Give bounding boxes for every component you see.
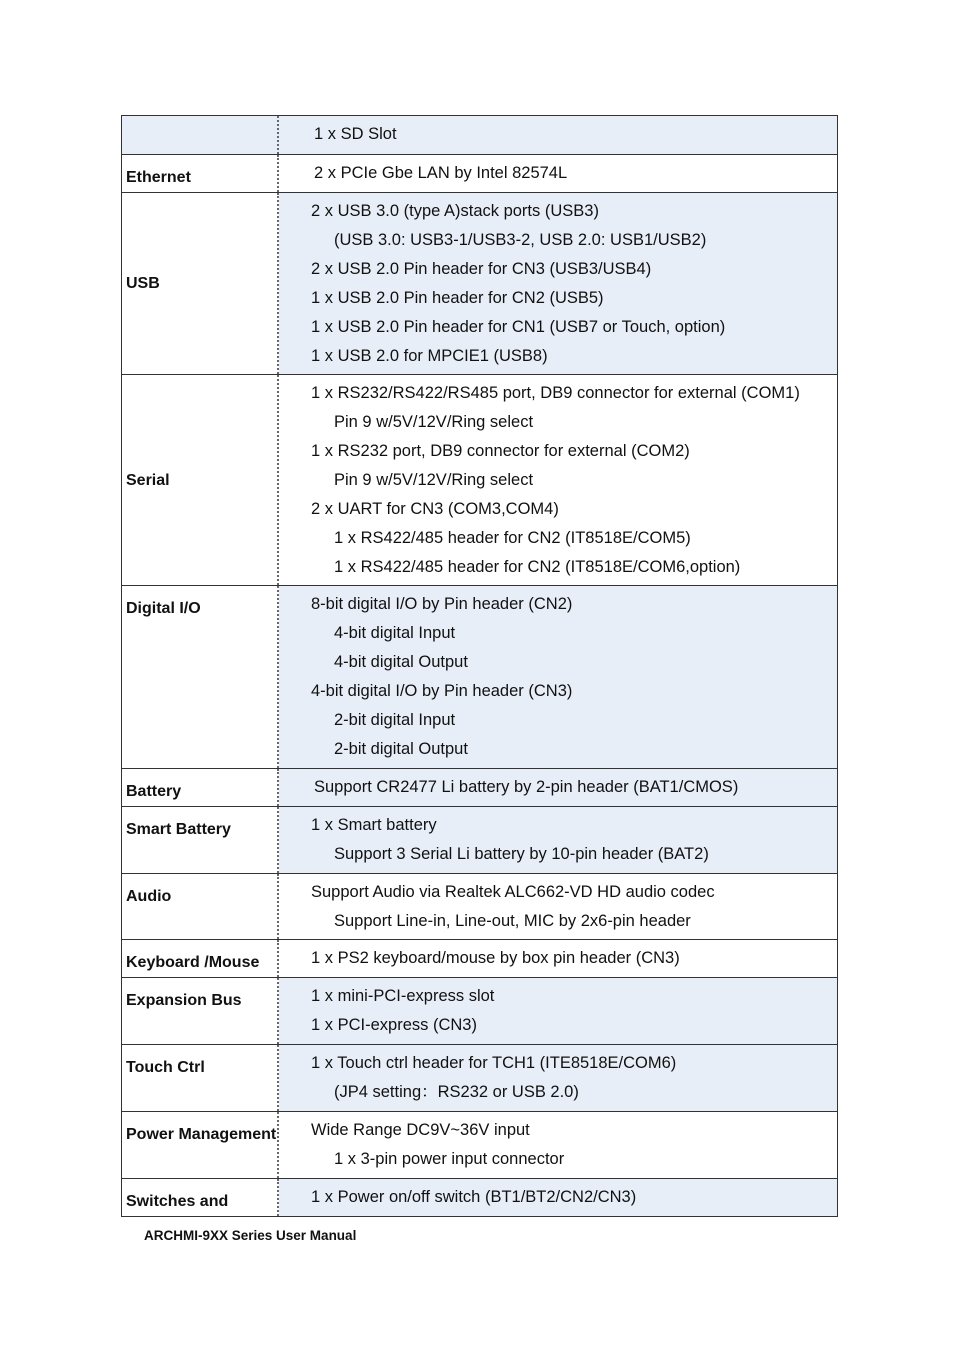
- spec-label: Touch Ctrl: [122, 1045, 279, 1111]
- spec-line: 1 x USB 2.0 Pin header for CN2 (USB5): [311, 289, 604, 307]
- spec-table: [121, 115, 838, 1217]
- spec-label: USB: [122, 193, 279, 374]
- spec-line: 4-bit digital Output: [334, 653, 468, 671]
- spec-line: Wide Range DC9V~36V input: [311, 1121, 530, 1139]
- spec-values: [279, 807, 837, 873]
- spec-label: Digital I/O: [122, 586, 279, 768]
- spec-line: 2-bit digital Output: [334, 740, 468, 758]
- spec-line: 1 x mini-PCI-express slot: [311, 987, 495, 1005]
- spec-values: [279, 1112, 837, 1178]
- spec-line: 8-bit digital I/O by Pin header (CN2): [311, 595, 573, 613]
- spec-row-expansion-bus: [122, 977, 837, 1044]
- spec-row-serial: [122, 374, 837, 585]
- spec-values: [279, 586, 837, 768]
- spec-line: 1 x RS422/485 header for CN2 (IT8518E/COM5): [334, 529, 691, 547]
- spec-line: 1 x Power on/off switch (BT1/BT2/CN2/CN3): [311, 1188, 637, 1206]
- spec-row-battery: [122, 768, 837, 806]
- spec-row-audio: [122, 873, 837, 939]
- spec-values: [279, 1045, 837, 1111]
- spec-label: Ethernet: [122, 155, 279, 192]
- spec-line: 2 x PCIe Gbe LAN by Intel 82574L: [314, 164, 568, 182]
- spec-values: [279, 1179, 837, 1216]
- spec-line: Pin 9 w/5V/12V/Ring select: [334, 471, 534, 489]
- spec-label: Keyboard /Mouse: [122, 940, 279, 977]
- spec-values: [279, 155, 837, 192]
- spec-line: 1 x RS232/RS422/RS485 port, DB9 connector for external (COM1): [311, 384, 800, 402]
- spec-line: 1 x PCI-express (CN3): [311, 1016, 477, 1034]
- spec-label: [122, 116, 279, 154]
- spec-line: 1 x RS232 port, DB9 connector for external (COM2): [311, 442, 690, 460]
- spec-label: Serial: [122, 375, 279, 585]
- spec-label: Audio: [122, 874, 279, 939]
- spec-line: Support 3 Serial Li battery by 10-pin header (BAT2): [334, 845, 709, 863]
- spec-row-sd: [122, 116, 837, 154]
- spec-label: Battery: [122, 769, 279, 806]
- spec-line: 1 x SD Slot: [314, 125, 397, 143]
- spec-values: [279, 769, 837, 806]
- spec-values: [279, 978, 837, 1044]
- spec-row-ethernet: [122, 154, 837, 192]
- spec-values: [279, 874, 837, 939]
- spec-line: Support Line-in, Line-out, MIC by 2x6-pin header: [334, 912, 691, 930]
- spec-line: 1 x 3-pin power input connector: [334, 1150, 565, 1168]
- spec-line: 1 x RS422/485 header for CN2 (IT8518E/COM6,option): [334, 558, 741, 576]
- spec-line: 2 x UART for CN3 (COM3,COM4): [311, 500, 559, 518]
- spec-line: 1 x PS2 keyboard/mouse by box pin header (CN3): [311, 949, 680, 967]
- spec-line: 1 x USB 2.0 Pin header for CN1 (USB7 or Touch, option): [311, 318, 726, 336]
- spec-values: [279, 375, 837, 585]
- spec-line: 2-bit digital Input: [334, 711, 456, 729]
- spec-line: (JP4 setting：RS232 or USB 2.0): [334, 1083, 579, 1101]
- spec-row-smart-battery: [122, 806, 837, 873]
- spec-label: Power Management: [122, 1112, 279, 1178]
- spec-line: 4-bit digital I/O by Pin header (CN3): [311, 682, 573, 700]
- spec-line: Pin 9 w/5V/12V/Ring select: [334, 413, 534, 431]
- spec-line: (USB 3.0: USB3-1/USB3-2, USB 2.0: USB1/USB2): [334, 231, 707, 249]
- spec-values: [279, 116, 837, 154]
- spec-line: 1 x Smart battery: [311, 816, 437, 834]
- spec-values: [279, 940, 837, 977]
- spec-label: Smart Battery: [122, 807, 279, 873]
- spec-row-power-management: [122, 1111, 837, 1178]
- spec-line: Support Audio via Realtek ALC662-VD HD audio codec: [311, 883, 715, 901]
- spec-values: [279, 193, 837, 374]
- spec-line: 1 x Touch ctrl header for TCH1 (ITE8518E/COM6): [311, 1054, 677, 1072]
- spec-label: Expansion Bus: [122, 978, 279, 1044]
- spec-row-usb: [122, 192, 837, 374]
- spec-row-keyboard-mouse: [122, 939, 837, 977]
- spec-row-touch-ctrl: [122, 1044, 837, 1111]
- spec-label: Switches and: [122, 1179, 279, 1216]
- spec-row-digital-io: [122, 585, 837, 768]
- spec-line: 2 x USB 2.0 Pin header for CN3 (USB3/USB4): [311, 260, 652, 278]
- page-footer: ARCHMI-9XX Series User Manual: [144, 1228, 357, 1243]
- spec-line: 4-bit digital Input: [334, 624, 456, 642]
- spec-line: Support CR2477 Li battery by 2-pin header (BAT1/CMOS): [314, 778, 739, 796]
- spec-line: 2 x USB 3.0 (type A)stack ports (USB3): [311, 202, 599, 220]
- spec-line: 1 x USB 2.0 for MPCIE1 (USB8): [311, 347, 548, 365]
- spec-row-switches: [122, 1178, 837, 1216]
